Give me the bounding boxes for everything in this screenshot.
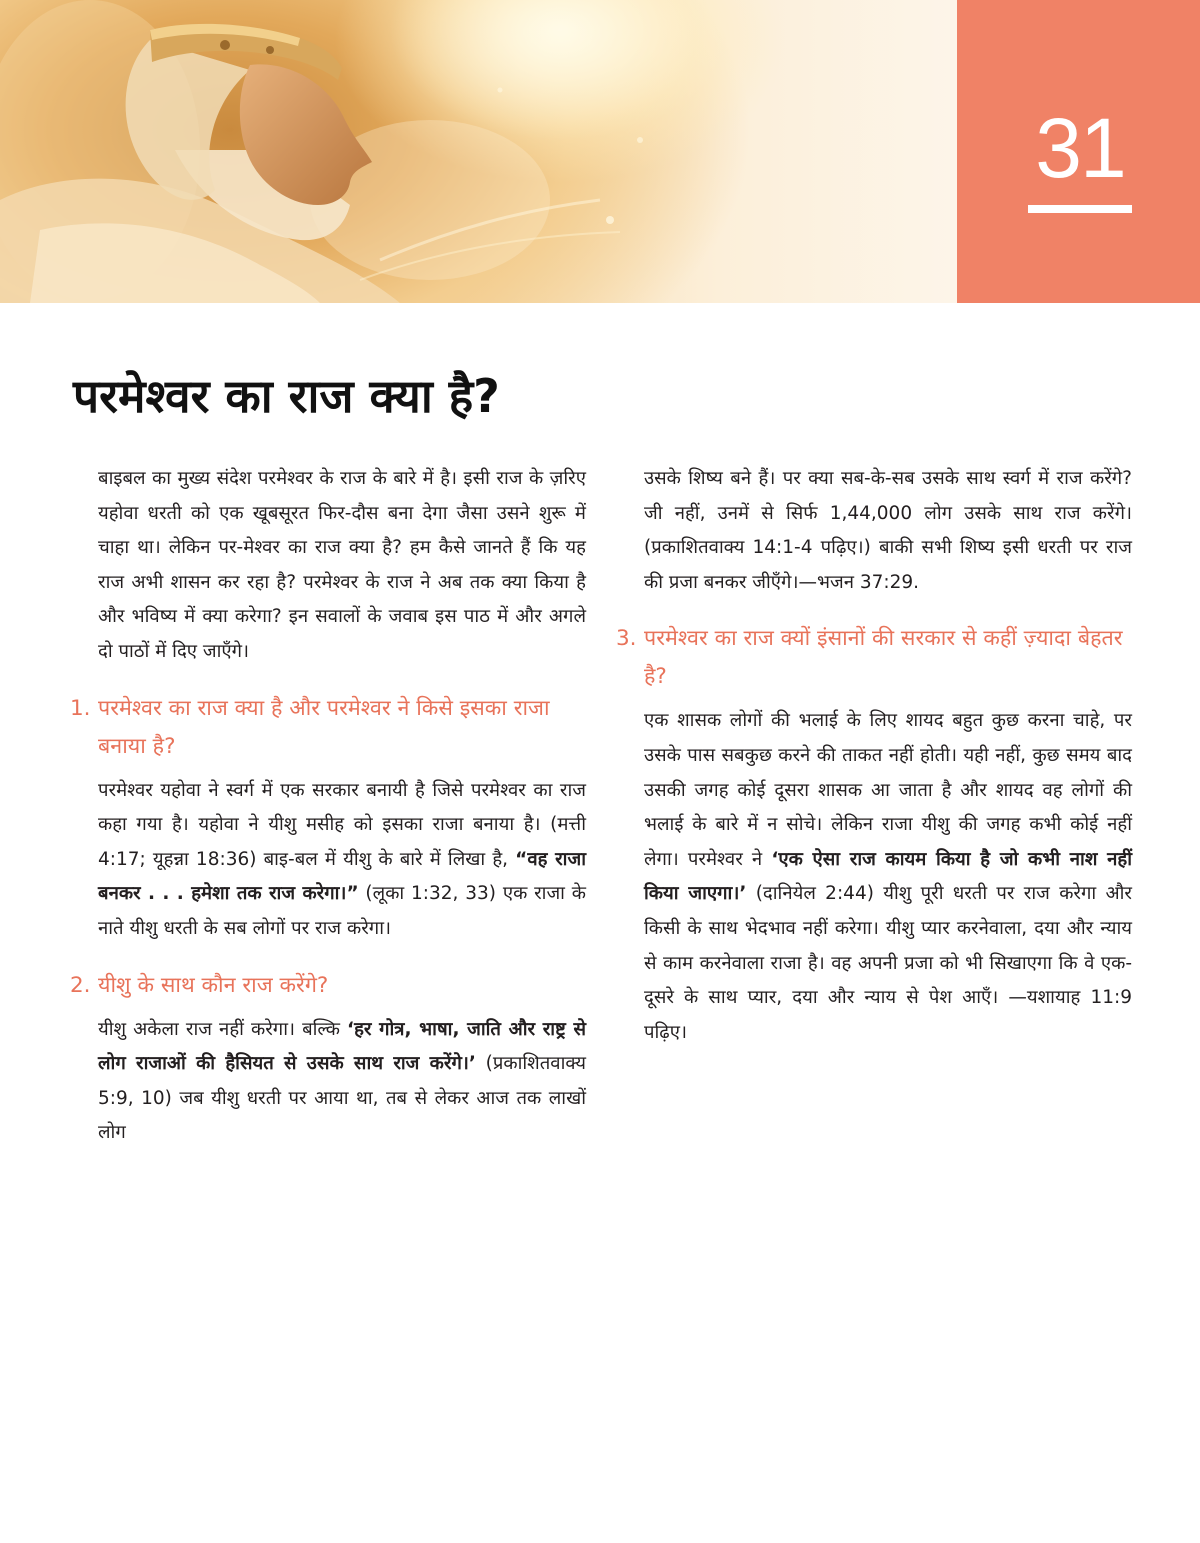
intro-paragraph: बाइबल का मुख्य संदेश परमेश्वर के राज के बारे में है। इसी राज के ज़रिए यहोवा धरती को एक खूबसूरत फिर-दौस बना देगा जैसा उसने शुरू में चाहा था। लेकिन पर-मेश्वर का राज क्या है? हम कैसे जानते हैं कि यह राज अभी शासन कर रहा है? परमेश्वर के राज ने अब तक क्या किया है और भविष्य में क्या करेगा? इन सवालों के जवाब इस पाठ में और अगले दो पाठों में दिए जाएँगे।: [98, 468, 586, 662]
page-title: परमेश्वर का राज क्या है?: [73, 369, 500, 423]
chapter-underline: [1028, 205, 1132, 213]
answer-3-text-b: (दानियेल 2:44) यीशु पूरी धरती पर राज करेगा और किसी के साथ भेदभाव नहीं करेगा। यीशु प्यार करनेवाला, दया और न्याय से काम करनेवाला राजा है। वह अपनी प्रजा को भी सिखाएगा कि वे एक-दूसरे के साथ प्यार, दया और न्याय से पेश आएँ। —यशायाह 11:9 पढ़िए।: [644, 883, 1132, 1043]
answer-2-quote: ‘हर गोत्र, भाषा, जाति और राष्ट्र से लोग राजाओं की हैसियत से उसके साथ राज करेंगे।’: [98, 1018, 586, 1075]
question-2-heading: [70, 967, 586, 1005]
right-column: [616, 462, 1132, 1050]
answer-3-text-a: एक शासक लोगों की भलाई के लिए शायद बहुत कुछ करना चाहे, पर उसके पास सबकुछ करने की ताकत नहीं होती। यही नहीं, कुछ समय बाद उसकी जगह कोई दूसरा शासक आ जाता है और शायद वह लोगों की भलाई के बारे में न सोचे। लेकिन राजा यीशु की जगह कभी कोई नहीं लेगा। परमेश्वर ने: [644, 710, 1132, 870]
answer-2-text-b: (प्रकाशितवाक्य 5:9, 10) जब यीशु धरती पर आया था, तब से लेकर आज तक लाखों लोग: [98, 1053, 587, 1144]
answer-3-quote: ‘एक ऐसा राज कायम किया है जो कभी नाश नहीं किया जाएगा।’: [644, 848, 1132, 905]
answer-2-paragraph: [98, 1013, 586, 1151]
question-3-number: 3.: [616, 626, 637, 652]
chapter-number: 31: [1035, 101, 1125, 195]
answer-1-text-b: (लूका 1:32, 33) एक राजा के नाते यीशु धरती के सब लोगों पर राज करेगा।: [98, 883, 586, 939]
left-column: [70, 462, 587, 1151]
question-2-text: यीशु के साथ कौन राज करेंगे?: [98, 972, 329, 998]
answer-3-paragraph: [644, 704, 1132, 1050]
answer-1-text-a: परमेश्वर यहोवा ने स्वर्ग में एक सरकार बनायी है जिसे परमेश्वर का राज कहा गया है। यहोवा ने यीशु मसीह को इसका राजा बनाया है। (मत्ती 4:17; यूहन्ना 18:36) बाइ-बल में यीशु के बारे में लिखा है,: [98, 779, 586, 870]
answer-2-text-a: यीशु अकेला राज नहीं करेगा। बल्कि: [98, 1018, 348, 1040]
answer-1-paragraph: [98, 774, 586, 947]
question-3-heading: [616, 620, 1132, 696]
king-illustration: [0, 0, 957, 303]
question-3-text: परमेश्वर का राज क्यों इंसानों की सरकार से कहीं ज़्यादा बेहतर है?: [644, 626, 1123, 690]
question-1-number: 1.: [70, 695, 91, 721]
question-1-text: परमेश्वर का राज क्या है और परमेश्वर ने किसे इसका राजा बनाया है?: [98, 695, 550, 759]
answer-2-continued: उसके शिष्य बने हैं। पर क्या सब-के-सब उसके साथ स्वर्ग में राज करेंगे? जी नहीं, उनमें से सिर्फ 1,44,000 लोग उसके साथ राज करेंगे। (प्रकाशितवाक्य 14:1-4 पढ़िए।) बाकी सभी शिष्य इसी धरती पर राज की प्रजा बनकर जीएँगे।—भजन 37:29.: [644, 468, 1132, 593]
question-2-number: 2.: [70, 972, 91, 998]
header-illustration: [0, 0, 957, 303]
answer-1-quote: “वह राजा बनकर . . . हमेशा तक राज करेगा।”: [98, 848, 586, 905]
question-1-heading: [70, 690, 586, 766]
